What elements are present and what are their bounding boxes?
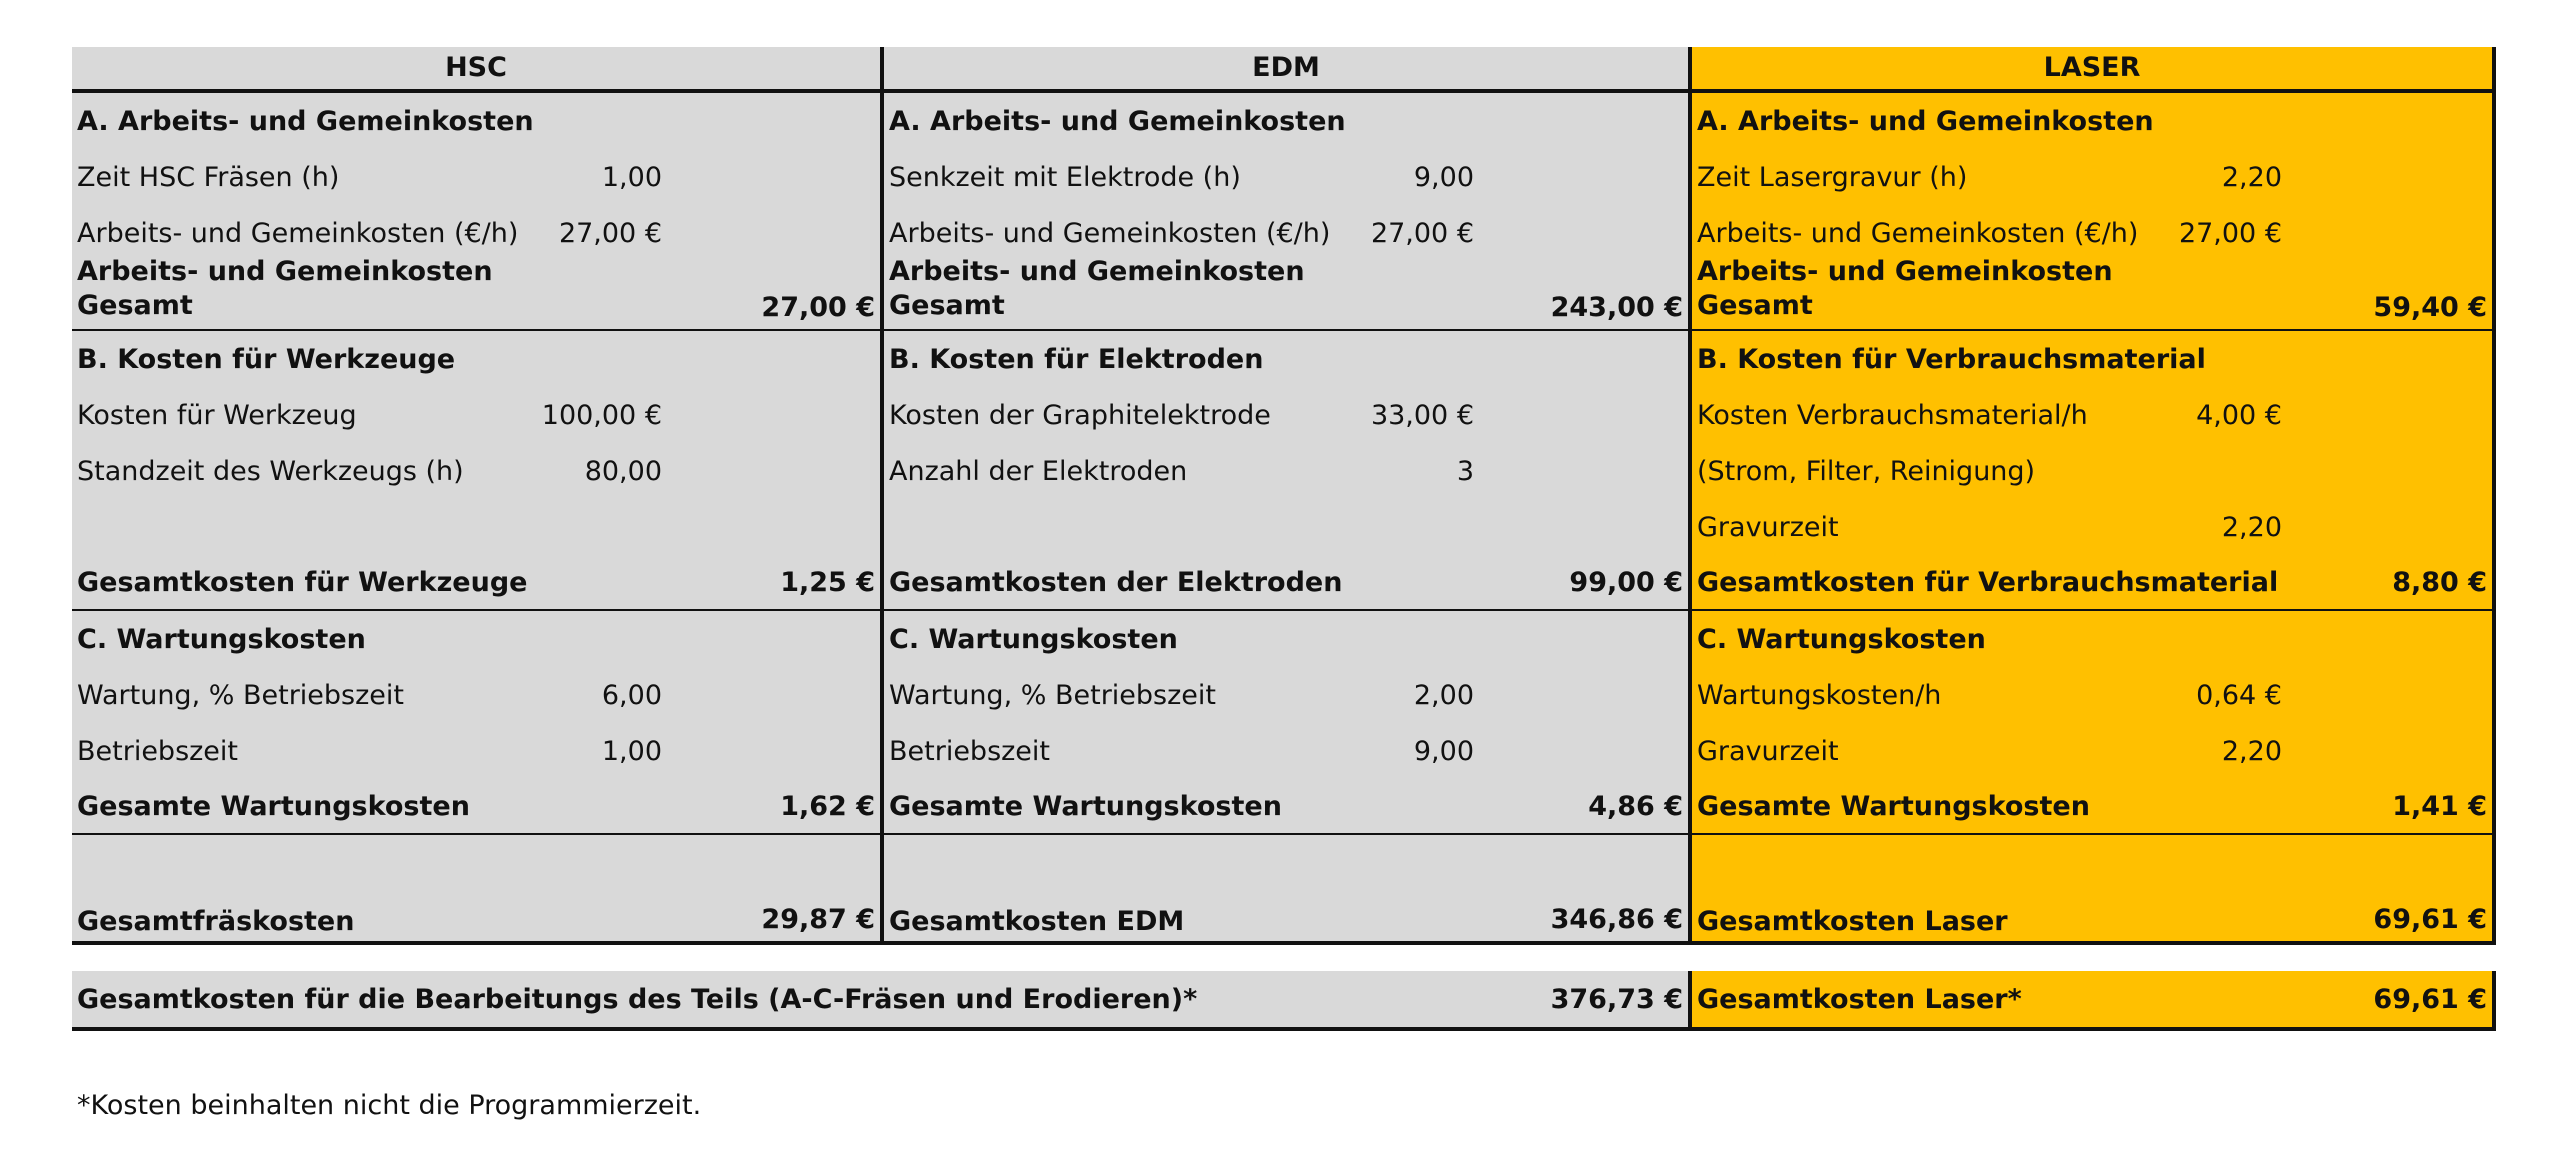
final-total-conventional-label: Gesamtkosten für die Bearbeitungs des Teils (A-C-Fräsen und Erodieren)* (77, 983, 1198, 1015)
laser-column (1688, 47, 2496, 945)
edm-section-a-title: A. Arbeits- und Gemeinkosten (889, 105, 1346, 137)
edm-b-row2: Anzahl der Elektroden 3 (889, 455, 1474, 487)
edm-grand-total: Gesamtkosten EDM 346,86 € (884, 835, 1688, 945)
edm-b-row3 (884, 499, 1688, 555)
hsc-a-row2: Arbeits- und Gemeinkosten (€/h) 27,00 € (77, 217, 662, 249)
edm-b-total: Gesamtkosten der Elektroden 99,00 € (884, 555, 1688, 611)
laser-section-a-title: A. Arbeits- und Gemeinkosten (1697, 105, 2154, 137)
final-total-laser (1688, 971, 2496, 1027)
edm-column (880, 47, 1688, 945)
hsc-c-total: Gesamte Wartungskosten 1,62 € (72, 779, 880, 835)
laser-section-b-title: B. Kosten für Verbrauchsmaterial (1697, 343, 2206, 375)
laser-a-row1: Zeit Lasergravur (h) 2,20 (1697, 161, 2282, 193)
laser-section-c-title: C. Wartungskosten (1697, 623, 1986, 655)
edm-c-total: Gesamte Wartungskosten 4,86 € (884, 779, 1688, 835)
hsc-c-row1: Wartung, % Betriebszeit 6,00 (77, 679, 662, 711)
footnote: *Kosten beinhalten nicht die Programmierzeit. (77, 1090, 702, 1121)
laser-c-total: Gesamte Wartungskosten 1,41 € (1692, 779, 2492, 835)
edm-section-b-title: B. Kosten für Elektroden (889, 343, 1264, 375)
final-total-conventional-value: 376,73 € (1550, 983, 1683, 1015)
hsc-b-row1: Kosten für Werkzeug 100,00 € (77, 399, 662, 431)
laser-b-row2: (Strom, Filter, Reinigung) (1697, 455, 2036, 487)
final-total-conventional (72, 971, 1688, 1027)
edm-b-row1: Kosten der Graphitelektrode 33,00 € (889, 399, 1474, 431)
hsc-b-total: Gesamtkosten für Werkzeuge 1,25 € (72, 555, 880, 611)
hsc-column (72, 47, 880, 945)
hsc-section-a-title: A. Arbeits- und Gemeinkosten (77, 105, 534, 137)
final-total-row (72, 971, 2496, 1031)
cost-comparison-table (72, 47, 2496, 945)
laser-a-row2: Arbeits- und Gemeinkosten (€/h) 27,00 € (1697, 217, 2282, 249)
hsc-b-row2: Standzeit des Werkzeugs (h) 80,00 (77, 455, 662, 487)
edm-section-c-title: C. Wartungskosten (889, 623, 1178, 655)
hsc-section-b-title: B. Kosten für Werkzeuge (77, 343, 456, 375)
hsc-section-c-title: C. Wartungskosten (77, 623, 366, 655)
edm-a-row2: Arbeits- und Gemeinkosten (€/h) 27,00 € (889, 217, 1474, 249)
edm-header: EDM (884, 47, 1688, 93)
laser-header: LASER (1692, 47, 2492, 93)
edm-c-row2: Betriebszeit 9,00 (889, 735, 1474, 767)
laser-c-row2: Gravurzeit 2,20 (1697, 735, 2282, 767)
final-total-laser-value: 69,61 € (2373, 983, 2487, 1015)
hsc-c-row2: Betriebszeit 1,00 (77, 735, 662, 767)
edm-c-row1: Wartung, % Betriebszeit 2,00 (889, 679, 1474, 711)
laser-b-row3: Gravurzeit 2,20 (1697, 511, 2282, 543)
hsc-grand-total: Gesamtfräskosten 29,87 € (72, 835, 880, 945)
laser-c-row1: Wartungskosten/h 0,64 € (1697, 679, 2282, 711)
edm-a-total: Arbeits- und Gemeinkosten Gesamt 243,00 € (884, 261, 1688, 331)
laser-b-total: Gesamtkosten für Verbrauchsmaterial 8,80 € (1692, 555, 2492, 611)
hsc-header: HSC (72, 47, 880, 93)
laser-b-row1: Kosten Verbrauchsmaterial/h 4,00 € (1697, 399, 2282, 431)
laser-a-total: Arbeits- und Gemeinkosten Gesamt 59,40 € (1692, 261, 2492, 331)
laser-grand-total: Gesamtkosten Laser 69,61 € (1692, 835, 2492, 945)
hsc-a-row1: Zeit HSC Fräsen (h) 1,00 (77, 161, 662, 193)
final-total-laser-label: Gesamtkosten Laser* (1697, 983, 2022, 1015)
hsc-b-row3 (72, 499, 880, 555)
hsc-a-total: Arbeits- und Gemeinkosten Gesamt 27,00 € (72, 261, 880, 331)
edm-a-row1: Senkzeit mit Elektrode (h) 9,00 (889, 161, 1474, 193)
